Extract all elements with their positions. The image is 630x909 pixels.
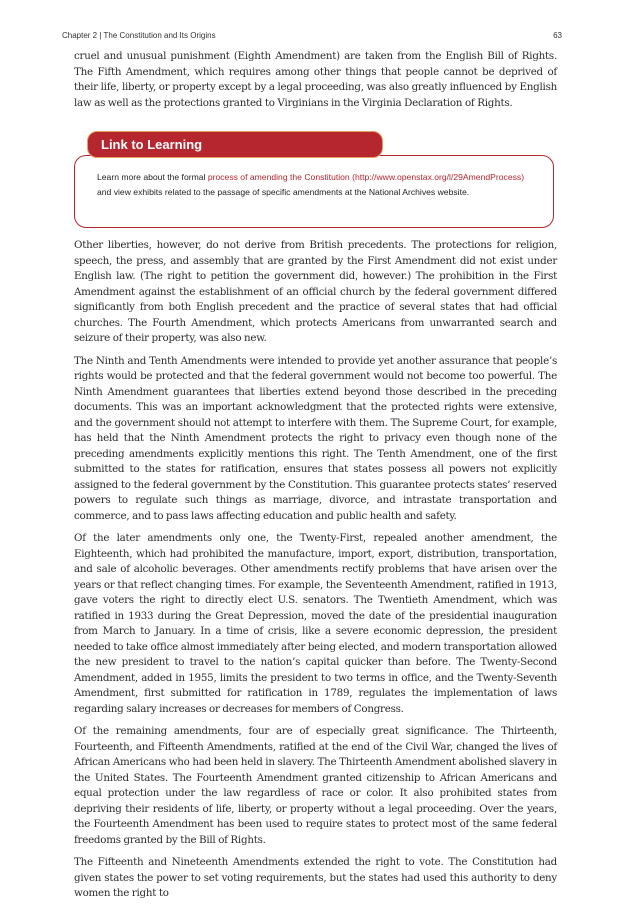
paragraph-civil-war-amendments: Of the remaining amendments, four are of especially great significance. The Thirteenth, Fourteenth, and Fifteenth Amendments, ratified at the end of the Civil War, changed the lives of African Americans who had been held in slavery. The Thirteenth Amendment abolished slavery in the United States. The Fourteenth Amendment granted citizenship to African Americans and equal protection under the law regardless of race or color. It also prohibited states from depriving their residents of life, liberty, or property without a legal proceeding. Over the years, the Fourteenth Amendment has been used to require states to protect most of the same federal freedoms granted by the Bill of Rights. xyxy=(74,725,557,846)
amend-process-link[interactable]: process of amending the Constitution (http://www.openstax.org/l/29AmendProcess) xyxy=(207,172,525,182)
intro-section xyxy=(74,49,557,118)
main-body xyxy=(74,238,557,909)
page-header xyxy=(62,31,562,43)
link-to-learning-title: Link to Learning xyxy=(87,131,383,158)
page-number: 63 xyxy=(553,31,562,40)
paragraph-later-amendments: Of the later amendments only one, the Twenty-First, repealed another amendment, the Eighteenth, which had prohibited the manufacture, import, export, distribution, transportation, and sale of alcoholic beverages. Other amendments rectify problems that have arisen over the years or that reflect changing times. For example, the Seventeenth Amendment, ratified in 1913, gave voters the right to directly elect U.S. senators. The Twentieth Amendment, which was ratified in 1933 during the Great Depression, moved the date of the presidential inauguration from March to January. In a time of crisis, like a severe economic depression, the president needed to take office almost immediately after being elected, and modern transportation allowed the new president to travel to the nation’s capital quicker than before. The Twenty-Second Amendment, added in 1955, limits the president to two terms in office, and the Twenty-Seventh Amendment, first submitted for ratification in 1789, regulates the implementation of laws regarding salary increases or decreases for members of Congress. xyxy=(74,532,557,715)
paragraph-voting-rights: The Fifteenth and Nineteenth Amendments extended the right to vote. The Constitution had given states the power to set voting requirements, but the states had used this authority to deny women the right to xyxy=(74,856,557,899)
ltl-text-after: and view exhibits related to the passage of specific amendments at the National Archives website. xyxy=(97,187,470,197)
link-to-learning-text xyxy=(97,170,537,200)
ltl-text-before: Learn more about the formal xyxy=(97,172,208,182)
paragraph-ninth-tenth: The Ninth and Tenth Amendments were intended to provide yet another assurance that people’s rights would be protected and that the federal government would not become too powerful. The Ninth Amendment guarantees that liberties extend beyond those described in the preceding documents. This was an important acknowledgment that the protected rights were extensive, and the government should not attempt to interfere with them. The Supreme Court, for example, has held that the Ninth Amendment protects the right to privacy even though none of the preceding amendments explicitly mentions this right. The Tenth Amendment, one of the first submitted to the states for ratification, ensures that states possess all powers not explicitly assigned to the federal government by the Constitution. This guarantee protects states’ reserved powers to regulate such things as marriage, divorce, and intrastate transportation and commerce, and to pass laws affecting education and public health and safety. xyxy=(74,354,557,522)
paragraph-first-amendment: Other liberties, however, do not derive from British precedents. The protections for religion, speech, the press, and assembly that are granted by the First Amendment did not exist under English law. (The right to petition the government did, however.) The prohibition in the First Amendment against the establishment of an official church by the federal government differed significantly from both English precedent and the practice of several states that had official churches. The Fourth Amendment, which protects Americans from unwarranted search and seizure of their property, was also new. xyxy=(74,239,557,344)
chapter-title: Chapter 2 | The Constitution and Its Origins xyxy=(62,31,216,40)
intro-paragraph: cruel and unusual punishment (Eighth Amendment) are taken from the English Bill of Rights. The Fifth Amendment, which requires among other things that people cannot be deprived of their life, liberty, or property except by a legal proceeding, was also greatly influenced by English law as well as the protections granted to Virginians in the Virginia Declaration of Rights. xyxy=(74,50,557,109)
